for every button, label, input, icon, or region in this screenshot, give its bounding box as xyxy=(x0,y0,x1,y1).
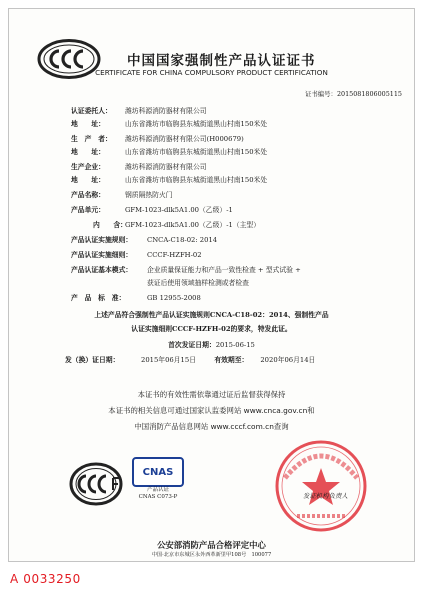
statement-line-2: 认证实施细则CCCF-HZFH-02的要求，特发此证。 xyxy=(131,325,292,333)
field-detailed-rules: 产品认证实施细则： CCCF-HZFH-02 xyxy=(71,251,202,259)
field-mode: 产品认证基本模式： 企业质量保证能力和产品一致性检查 + 型式试验 + xyxy=(71,266,301,274)
field-product-unit: 产品单元： GFM-1023-dlk5A1.00（乙级）-1 xyxy=(71,206,233,214)
certificate-number: 证书编号：2015081806005115 xyxy=(304,90,402,98)
cnas-code: CNAS C073-P xyxy=(138,494,178,500)
certificate-title: 中国国家强制性产品认证证书 xyxy=(127,53,316,69)
field-includes: 内 含：GFM-1023-dlk5A1.00（乙级）-1（主型） xyxy=(93,221,261,229)
cccf-logo-icon xyxy=(69,462,123,506)
field-applicant: 认证委托人： 潍坊科源消防器材有限公司 xyxy=(71,107,207,115)
field-rules: 产品认证实施规则： CNCA-C18-02: 2014 xyxy=(71,236,218,244)
official-seal-icon xyxy=(271,438,371,534)
field-manufacturer: 生 产 者： 潍坊科源消防器材有限公司(H000679) xyxy=(71,135,244,143)
signature-label: 发证机构负责人 xyxy=(303,492,348,500)
certificate-title-en: CERTIFICATE FOR CHINA COMPULSORY PRODUCT CERTIFICATION xyxy=(95,68,328,77)
bottom-line-2: 本证书的相关信息可通过国家认监委网站 www.cnca.gov.cn和 xyxy=(108,406,315,415)
field-applicant-address: 地 址： 山东省潍坊市临朐县东城街道黑山村南150米处 xyxy=(71,120,268,128)
issuing-center: 公安部消防产品合格评定中心 xyxy=(157,540,266,550)
certificate xyxy=(8,8,415,562)
cnas-logo xyxy=(127,457,189,501)
bottom-line-3: 中国消防产品信息网站 www.cccf.com.cn查询 xyxy=(134,422,289,431)
cnas-logo-icon: CNAS xyxy=(132,457,184,487)
statement-line-1: 上述产品符合强制性产品认证实施规则CNCA-C18-02：2014、强制性产品 xyxy=(94,311,329,319)
issue-dates: 发（换）证日期： 2015年06月15日 有效期至： 2020年06月14日 xyxy=(65,356,316,364)
issuing-address: 中国·北京市东城区永外西革新里甲108号 100077 xyxy=(151,552,272,558)
field-standard: 产 品 标 准： GB 12955-2008 xyxy=(71,294,201,302)
serial-number: A 0033250 xyxy=(10,572,81,586)
field-manufacturer-address: 地 址： 山东省潍坊市临朐县东城街道黑山村南150米处 xyxy=(71,148,268,156)
field-factory: 生产企业： 潍坊科源消防器材有限公司 xyxy=(71,163,207,171)
field-product-name: 产品名称： 钢质隔热防火门 xyxy=(71,191,173,199)
field-factory-address: 地 址： 山东省潍坊市临朐县东城街道黑山村南150米处 xyxy=(71,176,268,184)
field-mode-cont: 获证后使用领域抽样检测或者检查 xyxy=(147,279,249,287)
cnas-caption: 产品认证 xyxy=(146,487,169,493)
first-issue-date: 首次发证日期：2015-06-15 xyxy=(168,341,255,349)
bottom-line-1: 本证书的有效性需依靠通过证后监督获得保持 xyxy=(137,390,286,399)
